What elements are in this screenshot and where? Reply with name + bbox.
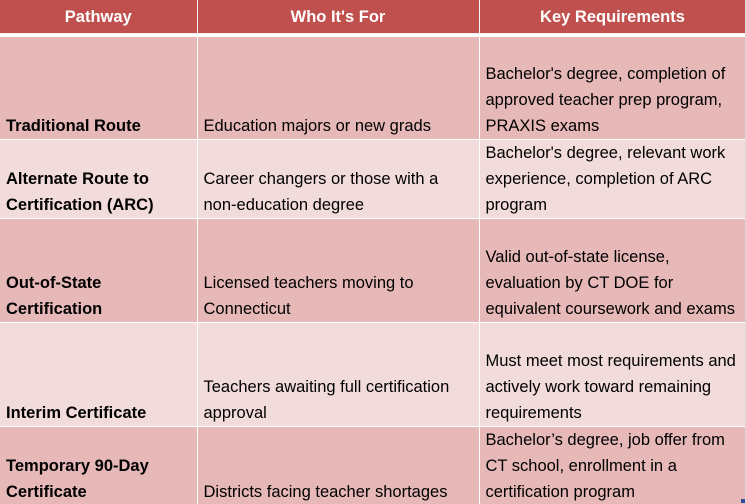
who-cell[interactable]: Licensed teachers moving to Connecticut — [197, 219, 479, 323]
who-cell[interactable]: Education majors or new grads — [197, 37, 479, 140]
pathway-cell[interactable]: Temporary 90-Day Certificate — [0, 427, 197, 504]
header-cell-who-its-for[interactable]: Who It's For — [197, 0, 479, 34]
table-row-temporary-90-day — [0, 427, 746, 504]
requirements-cell[interactable]: Bachelor's degree, relevant work experience, completion of ARC program — [479, 140, 746, 219]
table-row-alternate-route — [0, 140, 746, 219]
who-cell[interactable]: Career changers or those with a non-education degree — [197, 140, 479, 219]
pathway-cell[interactable]: Traditional Route — [0, 37, 197, 140]
table-row-traditional-route — [0, 37, 746, 140]
pathway-cell[interactable]: Out-of-State Certification — [0, 219, 197, 323]
table-row-interim-certificate — [0, 323, 746, 427]
pathway-cell[interactable]: Alternate Route to Certification (ARC) — [0, 140, 197, 219]
pathway-cell[interactable]: Interim Certificate — [0, 323, 197, 427]
who-cell[interactable]: Teachers awaiting full certification approval — [197, 323, 479, 427]
table-row-out-of-state — [0, 219, 746, 323]
requirements-cell[interactable]: Must meet most requirements and actively work toward remaining requirements — [479, 323, 746, 427]
header-cell-pathway[interactable]: Pathway — [0, 0, 197, 34]
header-cell-key-requirements[interactable]: Key Requirements — [479, 0, 746, 34]
resize-handle-icon[interactable] — [741, 499, 745, 503]
requirements-cell[interactable]: Bachelor's degree, completion of approved teacher prep program, PRAXIS exams — [479, 37, 746, 140]
requirements-cell[interactable]: Bachelor’s degree, job offer from CT school, enrollment in a certification program — [479, 427, 746, 504]
who-cell[interactable]: Districts facing teacher shortages — [197, 427, 479, 504]
header-row — [0, 0, 746, 34]
requirements-cell[interactable]: Valid out-of-state license, evaluation by CT DOE for equivalent coursework and exams — [479, 219, 746, 323]
